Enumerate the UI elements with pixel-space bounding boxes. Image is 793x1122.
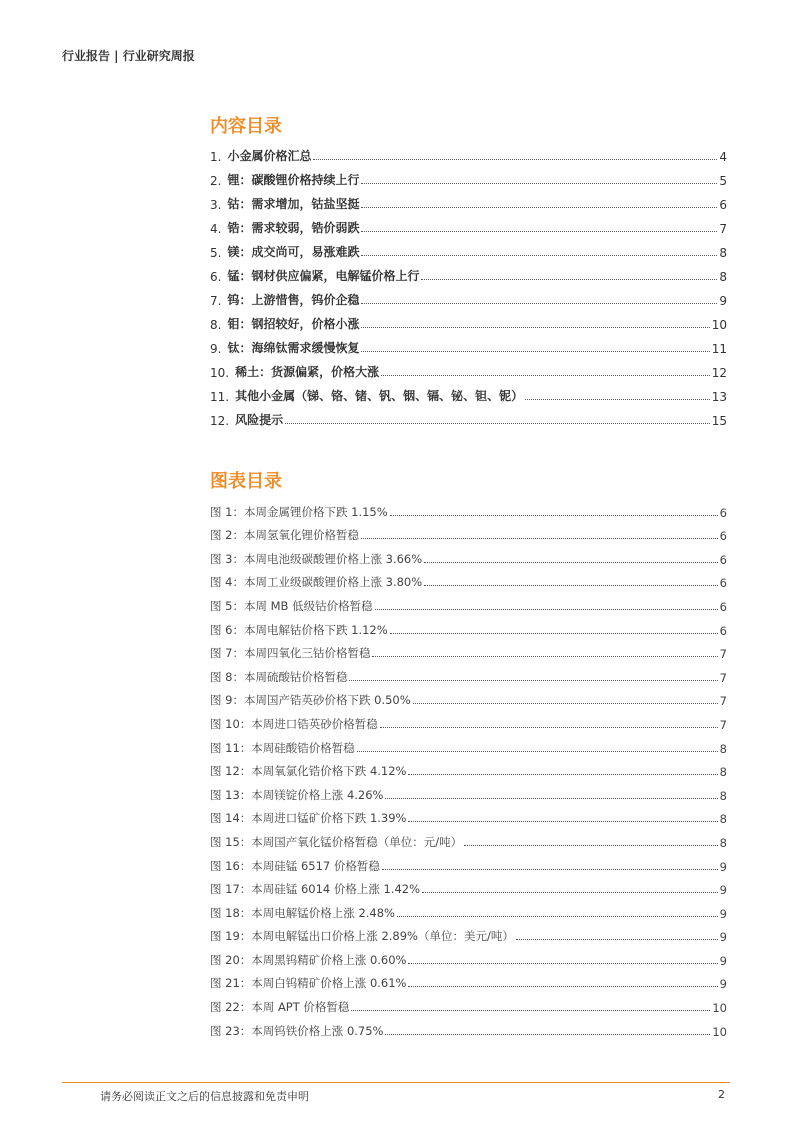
figure-entry-label: 图 13：本周镁锭价格上涨 4.26% [210,787,384,802]
figure-entry[interactable] [210,638,727,662]
report-header: 行业报告 | 行业研究周报 [62,49,195,63]
figure-entry-label: 图 10：本周进口锆英砂价格暂稳 [210,716,378,731]
dot-leader [361,183,717,184]
figure-entry-page: 6 [719,623,727,638]
dot-leader [380,727,718,728]
figure-entry[interactable] [210,897,727,921]
figure-entry-label: 图 7：本周四氧化三钴价格暂稳 [210,646,371,661]
toc-entry-number: 11. [210,390,230,404]
toc-entry[interactable] [210,308,727,332]
figure-entry-label: 图 14：本周进口锰矿价格下跌 1.39% [210,811,407,826]
figure-entry-label: 图 19：本周电解锰出口价格上涨 2.89%（单位：美元/吨） [210,929,514,944]
toc-title: 内容目录 [210,116,282,137]
figure-entry-label: 图 22：本周 APT 价格暂稳 [210,1000,350,1015]
dot-leader [385,1034,710,1035]
toc-entry-number: 2. [210,174,222,188]
dot-leader [424,585,718,586]
toc-entry-label: 其他小金属（锑、铬、锗、钒、铟、镉、铋、钽、铌） [235,389,524,403]
dot-leader [382,869,718,870]
figure-entry-label: 图 8：本周硫酸钴价格暂稳 [210,669,348,684]
toc-entry-number: 7. [210,294,222,308]
dot-leader [422,892,718,893]
toc-entry-number: 4. [210,222,222,236]
figure-entry-page: 9 [719,883,727,898]
toc-entry-number: 10. [210,366,230,380]
toc-entry-label: 稀土：货源偏紧，价格大涨 [235,365,380,379]
dot-leader [397,916,718,917]
figure-entry[interactable] [210,567,727,591]
figure-entry[interactable] [210,496,727,520]
dot-leader [464,845,718,846]
dot-leader [351,1010,710,1011]
figure-entry[interactable] [210,732,727,756]
figure-entry-label: 图 3：本周电池级碳酸锂价格上涨 3.66% [210,551,423,566]
dot-leader [361,538,718,539]
figure-entry-label: 图 23：本周钨铁价格上涨 0.75% [210,1023,384,1038]
toc-entry-page: 11 [711,342,727,356]
toc-entry-number: 9. [210,342,222,356]
figure-entry-page: 6 [719,576,727,591]
figure-entry-page: 6 [719,529,727,544]
figure-entry-label: 图 16：本周硅锰 6517 价格暂稳 [210,858,380,873]
figure-entry[interactable] [210,590,727,614]
figure-entry[interactable] [210,991,727,1015]
toc-entry-label: 风险提示 [235,413,284,427]
toc-entry[interactable] [210,164,727,188]
toc-entry-number: 5. [210,246,222,260]
toc-entry-number: 6. [210,270,222,284]
figure-entry[interactable] [210,874,727,898]
figure-entry[interactable] [210,779,727,803]
dot-leader [361,327,709,328]
figure-entry-page: 9 [719,953,727,968]
dot-leader [413,703,718,704]
figure-entry[interactable] [210,543,727,567]
figure-entry[interactable] [210,756,727,780]
dot-leader [516,939,718,940]
dot-leader [361,351,709,352]
toc-entry-page: 8 [719,270,727,284]
toc-entry-number: 8. [210,318,222,332]
figure-entry-label: 图 15：本周国产氧化锰价格暂稳（单位：元/吨） [210,834,463,849]
figure-entry-page: 9 [719,859,727,874]
figure-entry-label: 图 5：本周 MB 低级钴价格暂稳 [210,598,373,613]
dot-leader [385,798,717,799]
figure-entry[interactable] [210,685,727,709]
dot-leader [361,207,717,208]
dot-leader [361,303,717,304]
toc-entry[interactable] [210,380,727,404]
toc-entry[interactable] [210,404,727,428]
figure-entry-page: 8 [719,788,727,803]
toc-entry[interactable] [210,284,727,308]
toc-entry-page: 13 [711,390,727,404]
toc-entry-label: 锂：碳酸锂价格持续上行 [227,173,360,187]
figure-entry-page: 6 [719,552,727,567]
dot-leader [408,986,717,987]
dot-leader [361,231,717,232]
toc-entry-number: 1. [210,150,222,164]
figure-entry[interactable] [210,661,727,685]
footer-divider [62,1082,730,1083]
toc-entry-label: 钼：钢招较好，价格小涨 [227,317,360,331]
figure-entry-page: 9 [719,977,727,992]
figure-entry-page: 7 [719,670,727,685]
figure-entry-label: 图 11：本周硅酸锆价格暂稳 [210,740,355,755]
toc-entry-label: 锰：钢材供应偏紧，电解锰价格上行 [227,269,420,283]
toc-entry-label: 钨：上游惜售，钨价企稳 [227,293,360,307]
toc-entry-number: 3. [210,198,222,212]
toc-entry-page: 12 [711,366,727,380]
dot-leader [390,515,718,516]
figure-entry-page: 10 [712,1001,727,1016]
figure-entry-label: 图 9：本周国产锆英砂价格下跌 0.50% [210,693,411,708]
figure-entry[interactable] [210,520,727,544]
toc-entry-label: 小金属价格汇总 [227,149,312,163]
dot-leader [408,774,717,775]
figure-entry-label: 图 20：本周黑钨精矿价格上涨 0.60% [210,952,407,967]
toc-entry-label: 锆：需求较弱，锆价弱跌 [227,221,360,235]
dot-leader [408,821,717,822]
figure-entry-page: 10 [712,1024,727,1039]
figure-entry-page: 8 [719,741,727,756]
dot-leader [381,375,710,376]
toc-entry[interactable] [210,332,727,356]
dot-leader [372,656,717,657]
figure-entry-label: 图 6：本周电解钴价格下跌 1.12% [210,622,388,637]
dot-leader [361,255,717,256]
figure-entry-page: 9 [719,906,727,921]
figure-entry-page: 7 [719,694,727,709]
figure-entry-page: 8 [719,835,727,850]
figure-entry[interactable] [210,944,727,968]
page-number: 2 [718,1088,725,1101]
dot-leader [424,562,718,563]
figure-entry-label: 图 12：本周氧氯化锆价格下跌 4.12% [210,764,407,779]
figure-entry[interactable] [210,614,727,638]
figure-entry[interactable] [210,803,727,827]
toc-entry-page: 10 [711,318,727,332]
toc-entry-page: 9 [719,294,727,308]
dot-leader [375,609,718,610]
toc-entry-page: 7 [719,222,727,236]
figure-entry[interactable] [210,1015,727,1039]
toc-entry-label: 钴：需求增加，钴盐坚挺 [227,197,360,211]
figure-entry-label: 图 21：本周白钨精矿价格上涨 0.61% [210,976,407,991]
figure-entry-page: 8 [719,765,727,780]
figure-entry-page: 7 [719,647,727,662]
footer-disclaimer: 请务必阅读正文之后的信息披露和免责申明 [100,1090,309,1103]
figure-entry-label: 图 18：本周电解锰价格上涨 2.48% [210,905,395,920]
figure-entry-page: 7 [719,717,727,732]
dot-leader [421,279,717,280]
figure-entry-page: 6 [719,599,727,614]
figure-entry[interactable] [210,826,727,850]
toc-entry-number: 12. [210,414,230,428]
figure-entry-page: 8 [719,812,727,827]
figures-list [210,496,727,1039]
dot-leader [313,159,717,160]
toc-entry-page: 6 [719,198,727,212]
toc-entry[interactable] [210,140,727,164]
figure-entry-label: 图 2：本周氢氧化锂价格暂稳 [210,528,359,543]
figure-entry[interactable] [210,968,727,992]
figure-entry[interactable] [210,708,727,732]
figure-entry-label: 图 4：本周工业级碳酸锂价格上涨 3.80% [210,575,423,590]
toc-entry[interactable] [210,188,727,212]
toc-entry[interactable] [210,356,727,380]
toc-entry-page: 4 [719,150,727,164]
figure-entry-page: 9 [719,930,727,945]
figures-title: 图表目录 [210,471,282,492]
figure-entry-page: 6 [719,505,727,520]
dot-leader [357,751,718,752]
toc-entry-label: 钛：海绵钛需求缓慢恢复 [227,341,360,355]
toc-entry[interactable] [210,260,727,284]
toc-entry-page: 15 [711,414,727,428]
figure-entry-label: 图 1：本周金属锂价格下跌 1.15% [210,504,388,519]
dot-leader [349,680,717,681]
dot-leader [285,423,710,424]
toc-entry[interactable] [210,236,727,260]
toc-entry-label: 镁：成交尚可，易涨难跌 [227,245,360,259]
toc-entry-page: 8 [719,246,727,260]
figure-entry[interactable] [210,850,727,874]
dot-leader [390,633,718,634]
toc-list [210,140,727,428]
toc-entry[interactable] [210,212,727,236]
figure-entry[interactable] [210,921,727,945]
figure-entry-label: 图 17：本周硅锰 6014 价格上涨 1.42% [210,882,421,897]
dot-leader [525,399,710,400]
dot-leader [408,963,717,964]
toc-entry-page: 5 [719,174,727,188]
